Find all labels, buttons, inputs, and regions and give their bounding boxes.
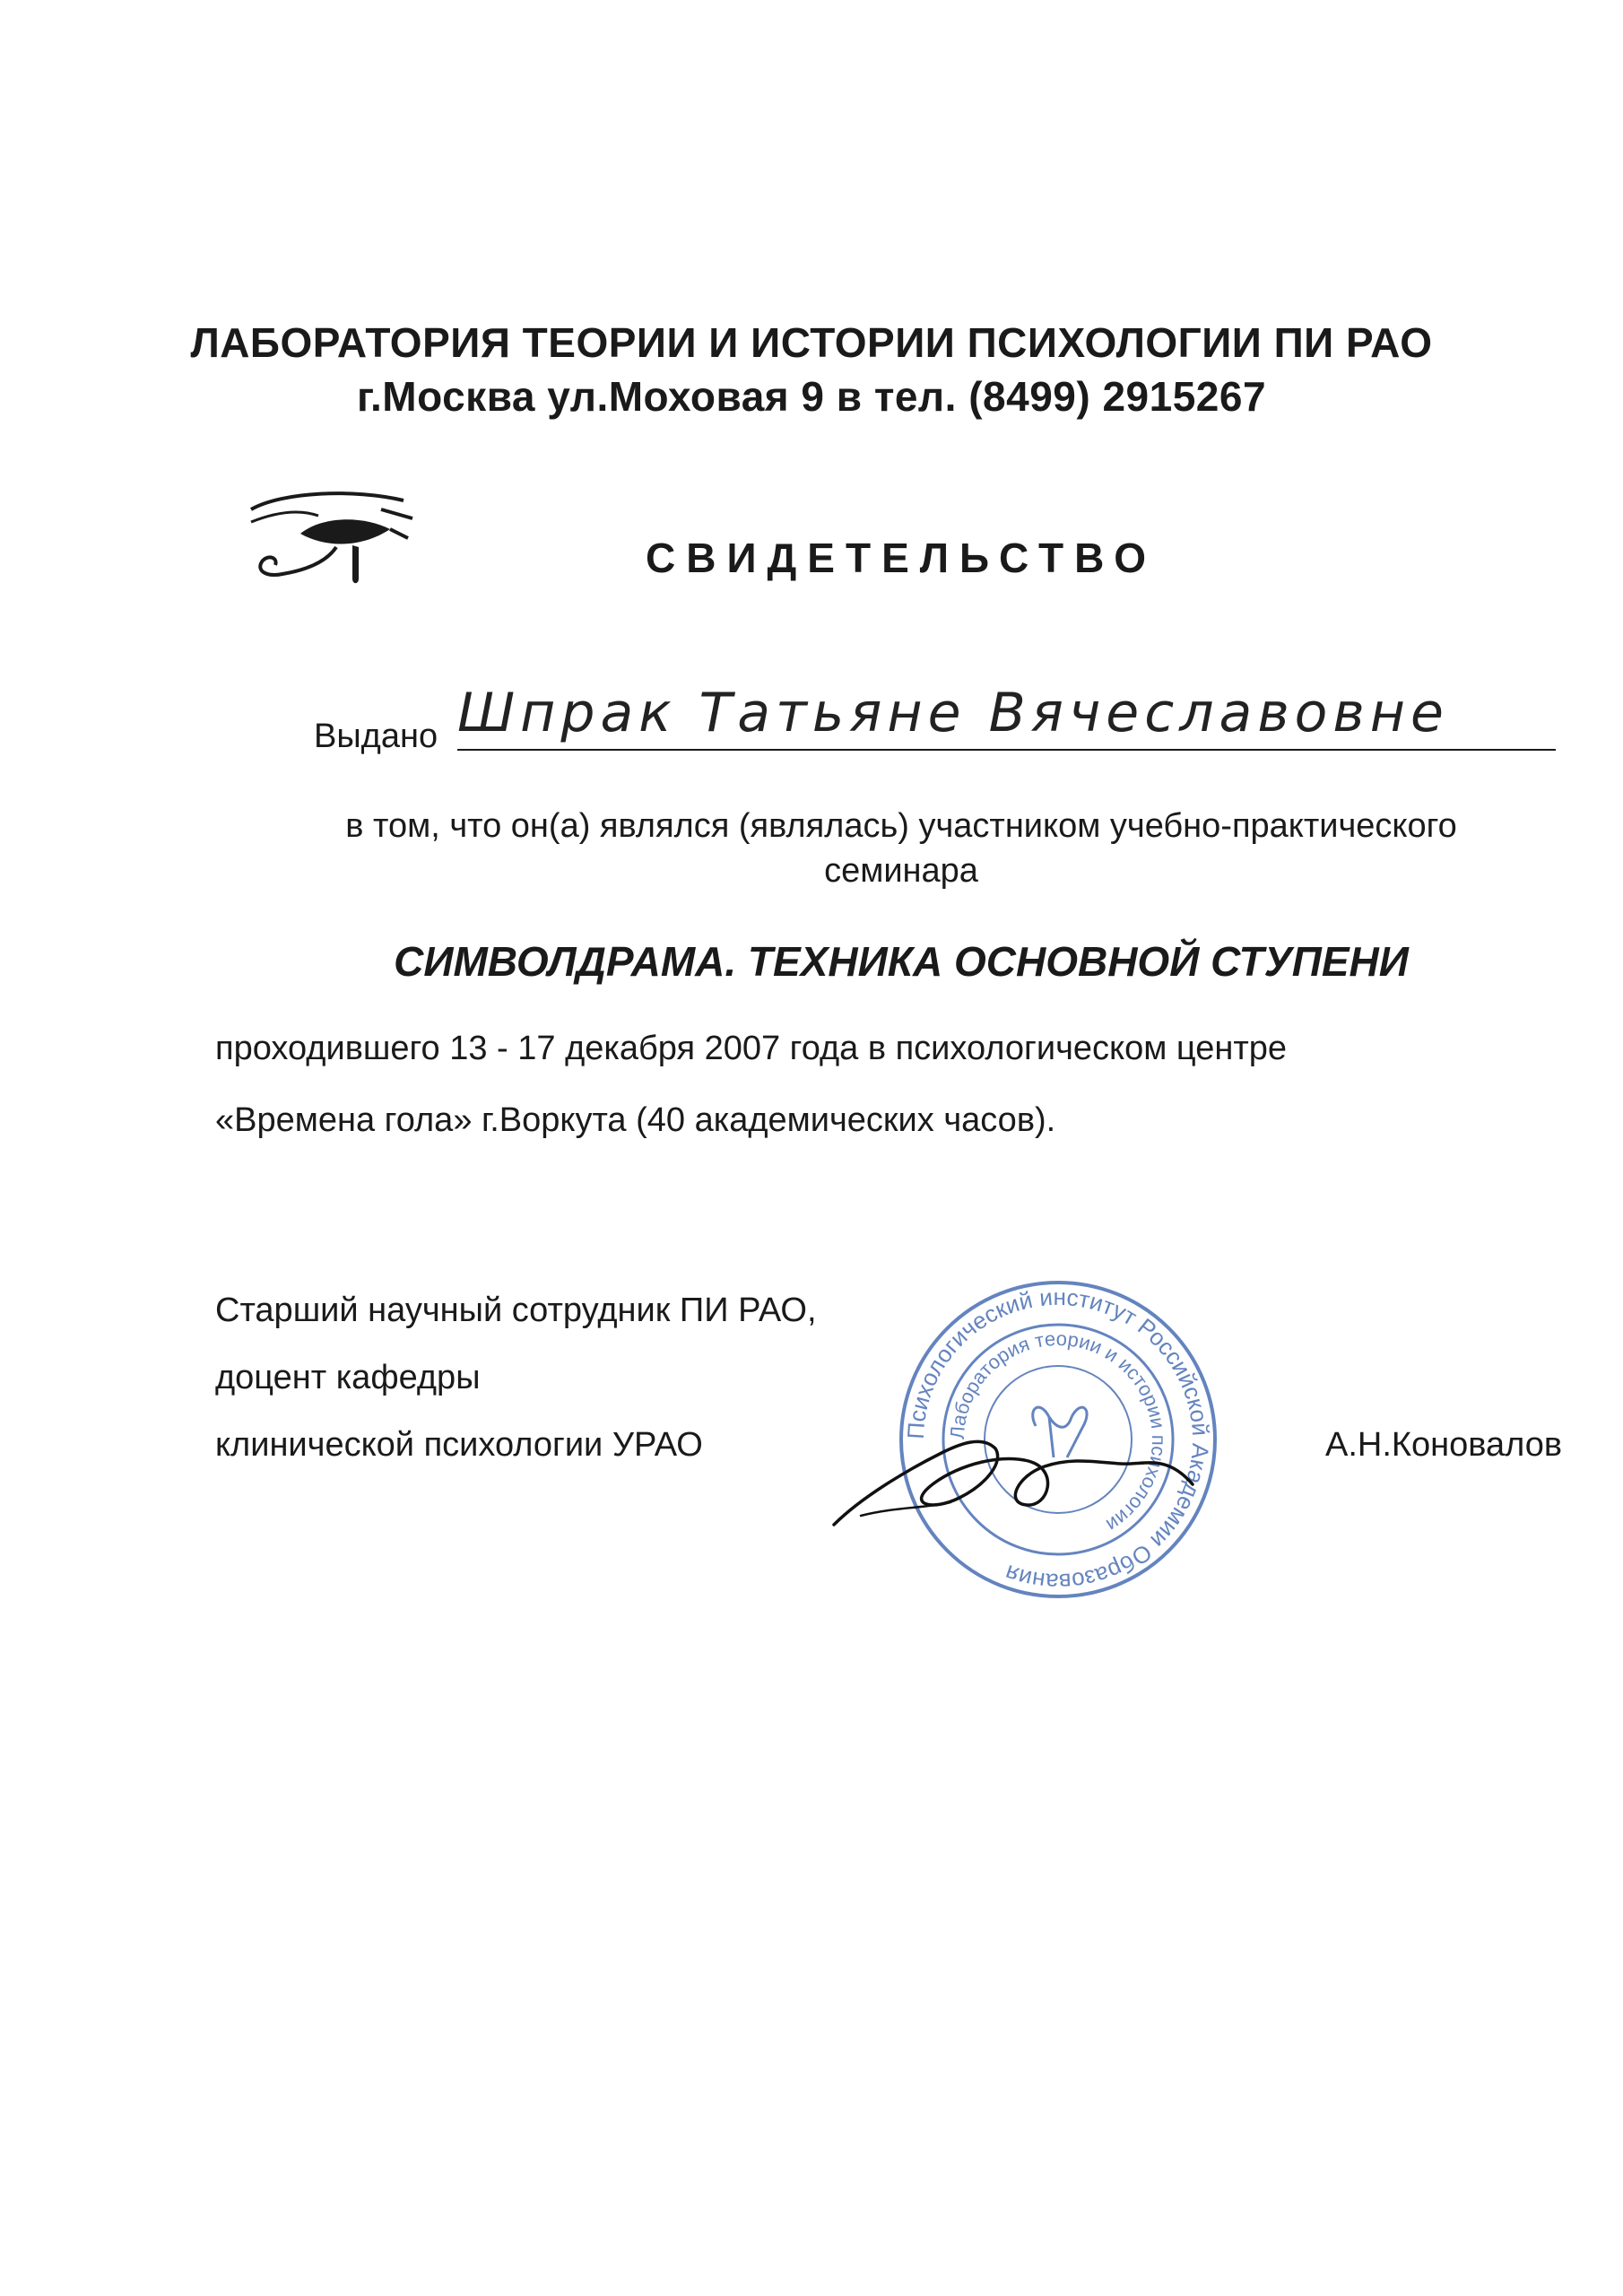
details-line-2: «Времена гола» г.Воркута (40 академических часов).	[215, 1101, 1056, 1139]
signatory-position-3: клинической психологии УРАО	[215, 1426, 703, 1464]
organization-address: г.Москва ул.Моховая 9 в тел. (8499) 2915267	[356, 373, 1267, 420]
certificate-title: СВИДЕТЕЛЬСТВО	[646, 535, 1157, 581]
recipient-name: Шпрак Татьяне Вячеславовне	[457, 677, 1556, 751]
signatory-name: А.Н.Коновалов	[1325, 1426, 1563, 1464]
seminar-title: СИМВОЛДРАМА. ТЕХНИКА ОСНОВНОЙ СТУПЕНИ	[394, 938, 1409, 985]
organization-name: ЛАБОРАТОРИЯ ТЕОРИИ И ИСТОРИИ ПСИХОЛОГИИ ПИ РАО	[190, 319, 1433, 366]
stamp-inner-text: Лаборатория теории и истории психологии	[945, 1326, 1171, 1537]
signatory-position-2: доцент кафедры	[215, 1359, 481, 1396]
stamp-outer-text: Психологический институт Российской Академии Образования	[901, 1283, 1215, 1596]
details-line-1: проходившего 13 - 17 декабря 2007 года в психологическом центре	[215, 1030, 1288, 1067]
signatory-position-1: Старший научный сотрудник ПИ РАО,	[215, 1292, 817, 1329]
issued-label: Выдано	[314, 718, 438, 755]
statement-line-2: семинара	[824, 852, 978, 890]
statement-line-1: в том, что он(а) являлся (являлась) участником учебно-практического	[345, 807, 1457, 845]
handwritten-signature	[825, 1399, 1211, 1543]
